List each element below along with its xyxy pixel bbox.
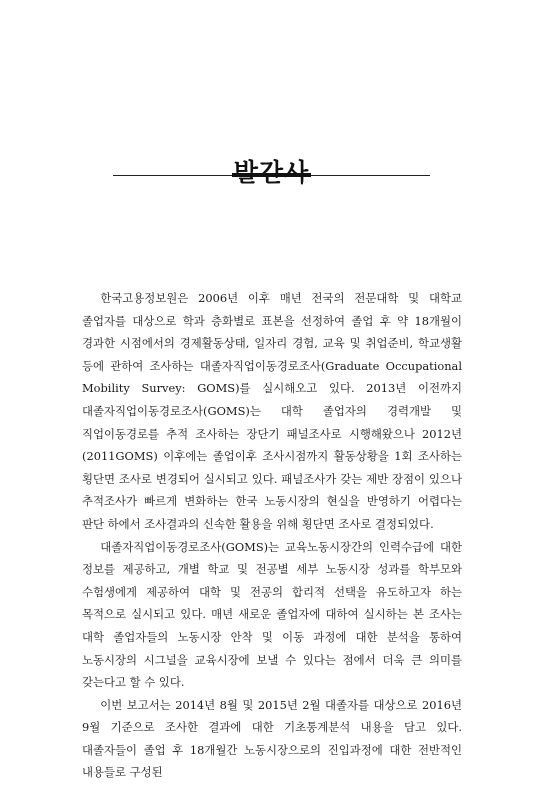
paragraph-3: 이번 보고서는 2014년 8월 및 2015년 2월 대졸자를 대상으로 2016년 9월 기준으로 조사한 결과에 대한 기초통계분석 내용을 담고 있다. 대졸자들이 졸업 후 18개월간 노동시장으로의 진입과정에 대한 전반적인 내용들로 구성된 <box>82 697 462 780</box>
paragraph-1: 한국고용정보원은 2006년 이후 매년 전국의 전문대학 및 대학교 졸업자를 대상으로 학과 층화별로 표본을 선정하여 졸업 후 약 18개월이 경과한 시점에서의 경제활동상태, 일자리 경험, 교육 및 취업준비, 학교생활 등에 관하여 조사하는 대졸자직업이동경로조사(Graduate Occupational Mobility Survey: GOMS)를 실시해오고 있다. 2013년 이전까지 대졸자직업이동경로조사(GOMS)는 대학 졸업자의 경력개발 및 직업이동경로를 추적 조사하는 장단기 패널조사로 시행해왔으나 2012년(2011GOMS) 이후에는 졸업이후 조사시점까지 활동상황을 1회 조사하는 횡단면 조사로 변경되어 실시되고 있다. 패널조사가 갖는 제반 장점이 있으나 추적조사가 빠르게 변화하는 한국 노동시장의 현실을 반영하기 어렵다는 판단 하에서 조사결과의 신속한 활용을 위해 횡단면 조사로 결정되었다. <box>82 291 462 531</box>
body-text <box>82 287 462 784</box>
paragraph-2: 대졸자직업이동경로조사(GOMS)는 교육노동시장간의 인력수급에 대한 정보를 제공하고, 개별 학교 및 전공별 세부 노동시장 성과를 학부모와 수험생에게 제공하여 대학 및 전공의 합리적 선택을 유도하고자 하는 목적으로 실시되고 있다. 매년 새로운 졸업자에 대하여 실시하는 본 조사는 대학 졸업자들의 노동시장 안착 및 이동 과정에 대한 분석을 통하여 노동시장의 시그널을 교육시장에 보낼 수 있다는 점에서 더욱 큰 의미를 갖는다고 할 수 있다. <box>82 539 462 690</box>
title-underline-accent <box>232 173 311 177</box>
